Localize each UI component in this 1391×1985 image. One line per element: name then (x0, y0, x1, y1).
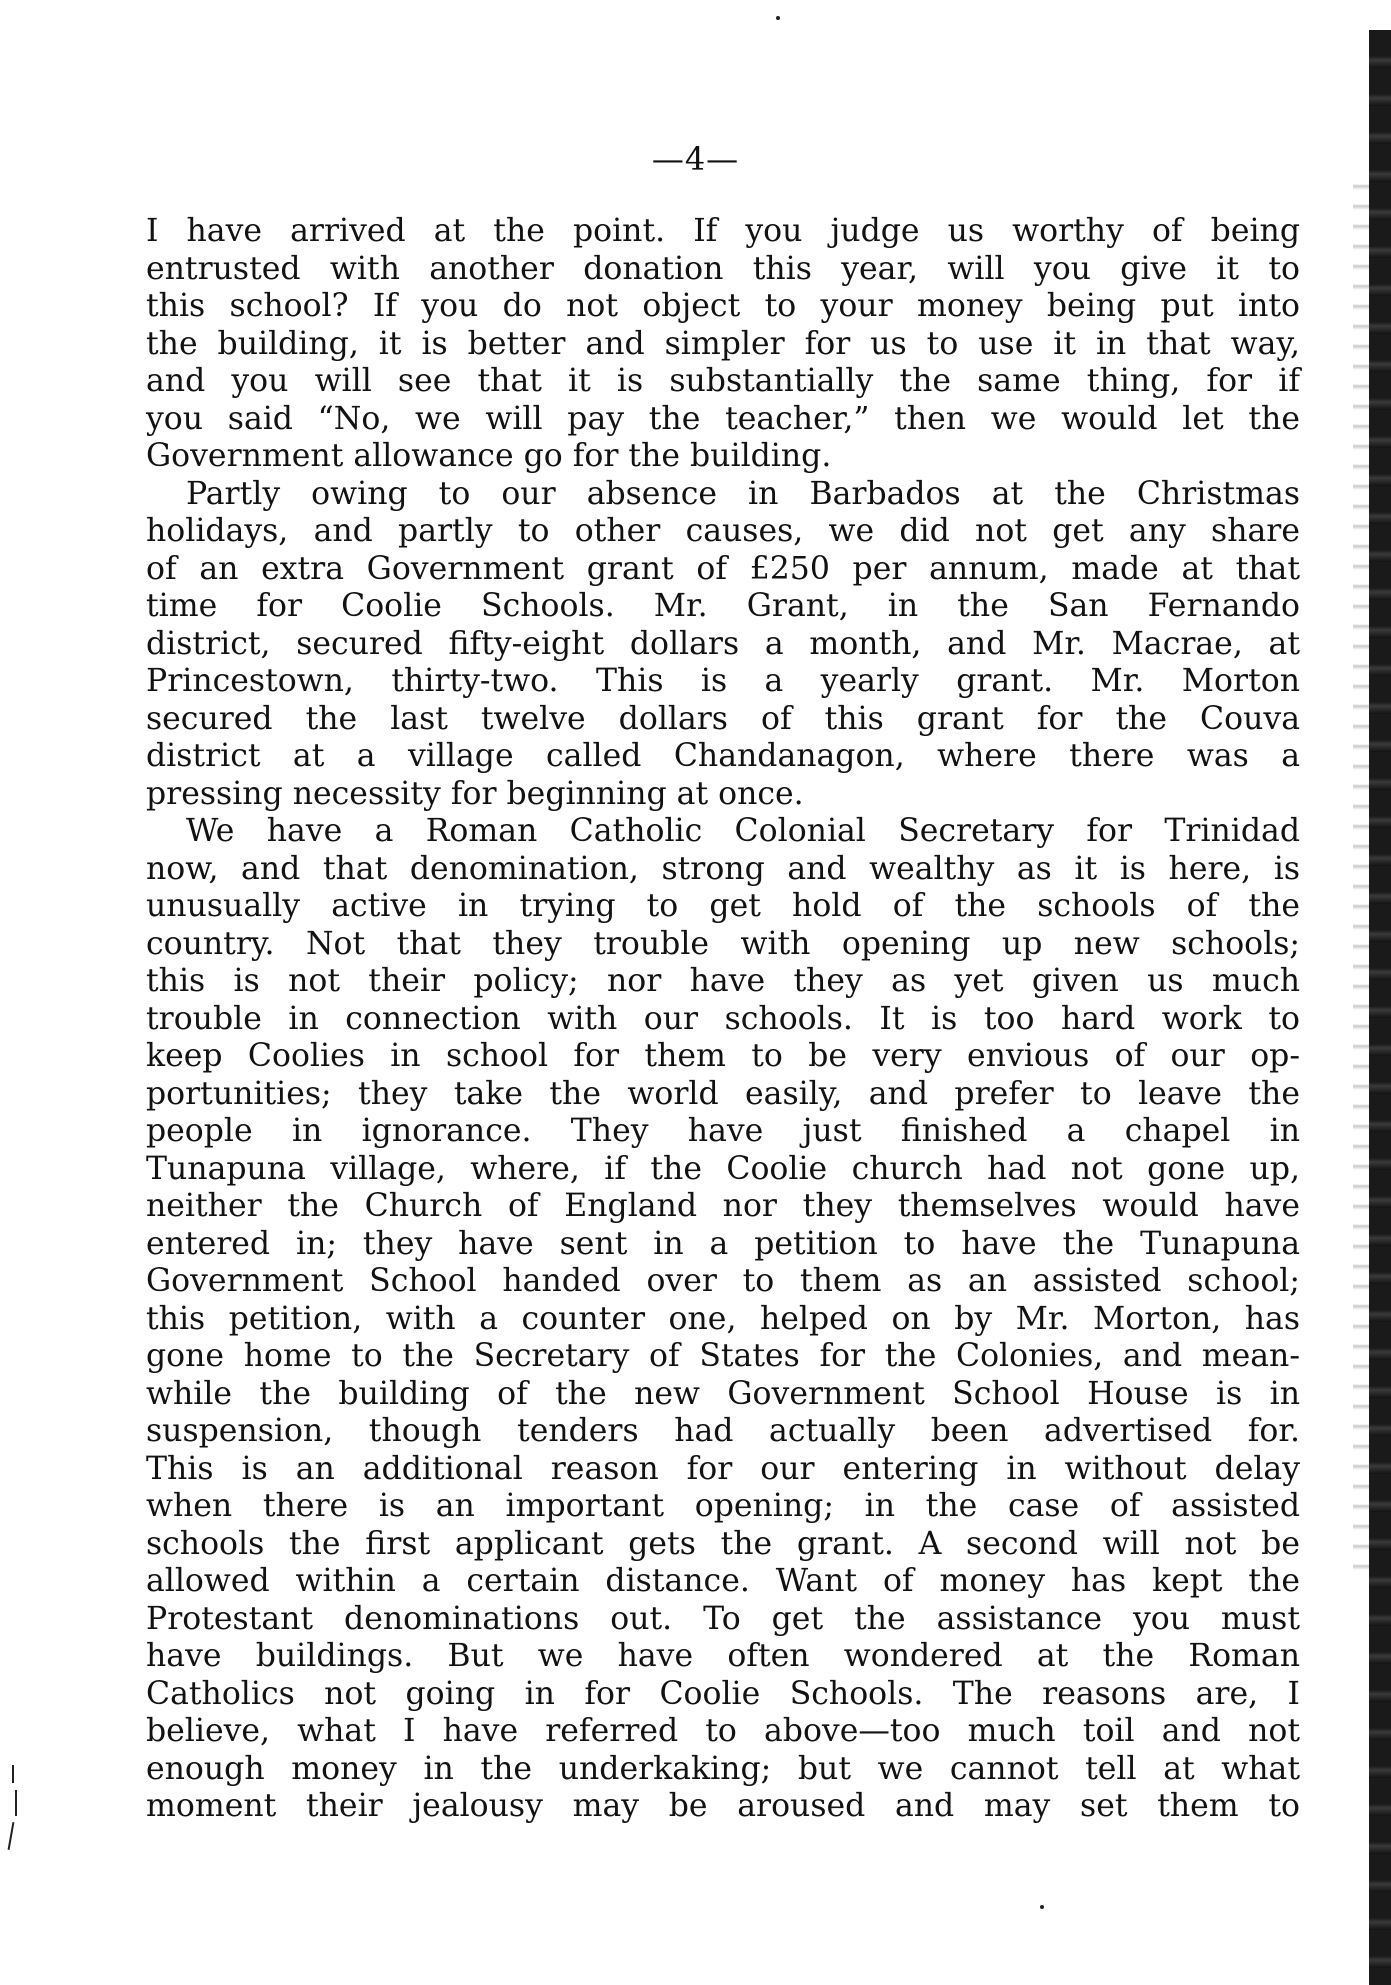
text-line: and you will see that it is substantially the same thing, for if (146, 363, 1300, 399)
text-line: holidays, and partly to other causes, we did not get any share (146, 513, 1300, 549)
text-line: this school? If you do not object to your money being put into (146, 288, 1300, 324)
text-line: have buildings. But we have often wondered at the Roman (146, 1638, 1300, 1674)
text-line: country. Not that they trouble with opening up new schools; (146, 925, 1300, 962)
paragraph (146, 476, 1300, 814)
text-line: people in ignorance. They have just finished a chapel in (146, 1113, 1300, 1149)
paragraph (146, 213, 1300, 476)
text-line: allowed within a certain distance. Want of money has kept the (146, 1563, 1300, 1599)
text-line: entered in; they have sent in a petition to have the Tunapuna (146, 1225, 1300, 1262)
page-binding-edge (1369, 30, 1391, 1985)
text-line: Princestown, thirty-two. This is a yearly grant. Mr. Morton (146, 663, 1300, 699)
text-line: believe, what I have referred to above—too much toil and not (146, 1713, 1300, 1749)
text-line: entrusted with another donation this year, will you give it to (146, 250, 1300, 287)
text-line: unusually active in trying to get hold of the schools of the (146, 888, 1300, 924)
text-line: We have a Roman Catholic Colonial Secretary for Trinidad (186, 813, 1300, 849)
text-line: gone home to the Secretary of States for the Colonies, and mean- (146, 1338, 1300, 1374)
text-line: Government School handed over to them as an assisted school; (146, 1263, 1300, 1299)
paragraph (146, 813, 1300, 1826)
margin-mark (8, 1822, 15, 1850)
text-line: neither the Church of England nor they themselves would have (146, 1188, 1300, 1224)
text-line: this petition, with a counter one, helped on by Mr. Morton, has (146, 1300, 1300, 1337)
text-line: time for Coolie Schools. Mr. Grant, in the San Fernando (146, 588, 1300, 624)
text-line: Catholics not going in for Coolie Schools. The reasons are, I (146, 1675, 1300, 1712)
text-line: district at a village called Chandanagon, where there was a (146, 738, 1300, 774)
page-binding-shadow (1353, 170, 1369, 1570)
text-line: portunities; they take the world easily, and prefer to leave the (146, 1075, 1300, 1112)
text-line: Partly owing to our absence in Barbados at the Christmas (186, 475, 1300, 512)
ink-speck (776, 16, 780, 20)
text-line: Protestant denominations out. To get the assistance you must (146, 1600, 1300, 1637)
ink-speck (1040, 1905, 1044, 1909)
text-line: district, secured fifty-eight dollars a month, and Mr. Macrae, at (146, 625, 1300, 662)
text-line: this is not their policy; nor have they as yet given us much (146, 963, 1300, 999)
text-line: enough money in the underkaking; but we cannot tell at what (146, 1750, 1300, 1787)
text-line: when there is an important opening; in the case of assisted (146, 1488, 1300, 1524)
body-text (146, 213, 1300, 1826)
text-line: pressing necessity for beginning at once. (146, 775, 804, 812)
text-line: secured the last twelve dollars of this grant for the Couva (146, 700, 1300, 737)
text-line: while the building of the new Government School House is in (146, 1375, 1300, 1412)
page-number: —4— (651, 140, 740, 178)
text-line: moment their jealousy may be aroused and may set them to (146, 1788, 1300, 1824)
text-line: schools the first applicant gets the grant. A second will not be (146, 1525, 1300, 1562)
margin-mark (15, 1790, 17, 1816)
text-line: of an extra Government grant of £250 per annum, made at that (146, 550, 1300, 587)
text-line: I have arrived at the point. If you judge us worthy of being (146, 213, 1300, 249)
text-line: Government allowance go for the building. (146, 438, 832, 474)
margin-mark (12, 1765, 14, 1783)
text-line: now, and that denomination, strong and wealthy as it is here, is (146, 850, 1300, 887)
text-line: you said “No, we will pay the teacher,” then we would let the (146, 400, 1300, 437)
text-line: the building, it is better and simpler for us to use it in that way, (146, 325, 1300, 362)
text-line: trouble in connection with our schools. It is too hard work to (146, 1000, 1300, 1037)
text-line: This is an additional reason for our entering in without delay (146, 1450, 1300, 1487)
text-line: suspension, though tenders had actually been advertised for. (146, 1413, 1300, 1449)
text-line: Tunapuna village, where, if the Coolie church had not gone up, (146, 1150, 1300, 1187)
text-line: keep Coolies in school for them to be very envious of our op- (146, 1038, 1300, 1074)
